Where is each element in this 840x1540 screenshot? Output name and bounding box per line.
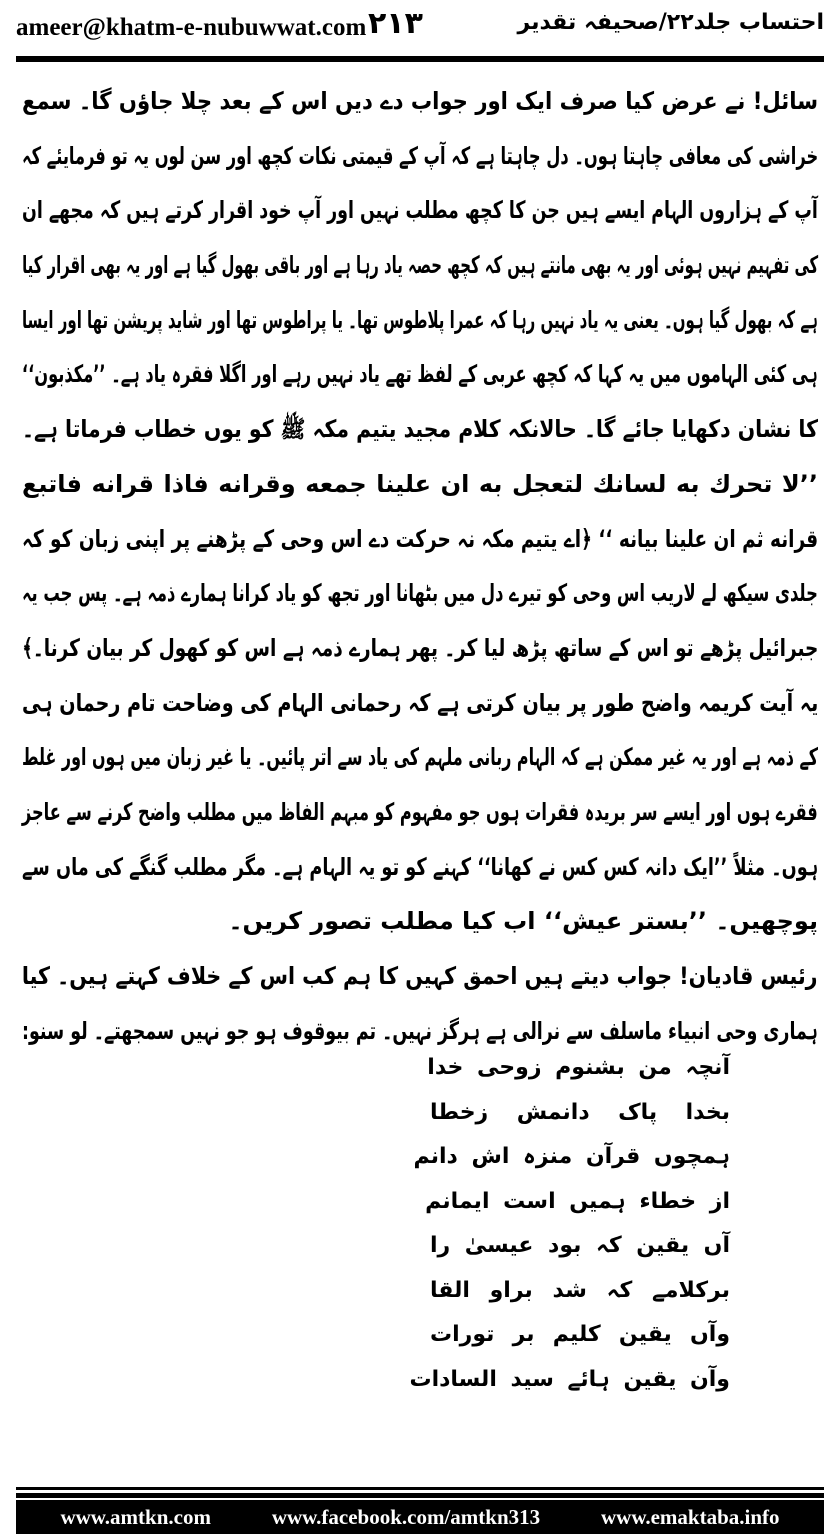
text-line-content: کے ذمہ ہے اور یہ غیر ممکن ہے کہ الہام ربانی ملہم کی یاد سے اتر پائیں۔ یا غیر زبان میں ہوں اور غلط: [21, 743, 818, 772]
header-email: ameer@khatm-e-nubuwwat.com: [16, 14, 367, 41]
page-number: ۲۱۳: [368, 6, 423, 41]
text-line-content: خراشی کی معافی چاہتا ہوں۔ دل چاہتا ہے کہ آپ کے قیمتی نکات کچھ اور سن لوں یہ تو فرمایئے کہ: [21, 141, 818, 170]
text-line-content: جبرائیل پڑھے تو اس کے ساتھ پڑھ لیا کر۔ پھر ہمارے ذمہ ہے اس کو کھول کر بیان کرنا۔﴾: [21, 633, 818, 662]
text-line-content: قرانه ثم ان علینا بیانه ‘‘ ﴿اے یتیم مکہ نہ حرکت دے اس وحی کے پڑھنے پر اپنی زبان کو کہ: [21, 524, 818, 553]
text-line: [22, 404, 818, 459]
body-text: [22, 76, 818, 1060]
footer-link-emaktaba[interactable]: www.emaktaba.info: [601, 1504, 780, 1529]
text-line-content: کا نشان دکھایا جائے گا۔ حالانکہ کلام مجید یتیم مکہ ﷺ کو یوں خطاب فرماتا ہے۔: [22, 415, 818, 444]
poem-verse: ہمچوں قرآن منزہ اش دانم: [413, 1144, 730, 1169]
text-line-content: ہی کئی الہاموں میں یہ کہا کہ کچھ عربی کے لفظ تھے یاد نہیں رہے اور اگلا فقرہ یاد ہے۔ ’’مکذبون‘‘: [22, 360, 818, 389]
text-line-content: جلدی سیکھ لے لاریب اس وحی کو تیرے دل میں بٹھانا اور تجھ کو یاد کرانا ہمارے ذمہ ہے۔ پس جب یہ: [22, 579, 818, 608]
text-line-content: سائل! نے عرض کیا صرف ایک اور جواب دے دیں اس کے بعد چلا جاؤں گا۔ سمع: [21, 87, 818, 115]
book-title: احتساب جلد۲۲/صحیفہ تقدیر: [517, 10, 824, 35]
poem-verse: بخدا پاک دانمش زخطا: [430, 1099, 730, 1125]
text-line-content: ہماری وحی انبیاء ماسلف سے نرالی ہے ہرگز نہیں۔ تم بیوقوف ہو جو نہیں سمجھتے۔ لو سنو:: [22, 1016, 818, 1045]
text-line-content: کی تفہیم نہیں ہوئی اور یہ بھی مانتے ہیں کہ کچھ حصہ یاد رہا ہے اور باقی بھول گیا ہے اور یہ بھی اقرار کیا: [21, 251, 818, 280]
text-line: [22, 787, 818, 842]
text-line-content: ہے کہ بھول گیا ہوں۔ یعنی یہ یاد نہیں رہا کہ عمرا پلاطوس تھا۔ یا پراطوس تھا اور شاید پریشن تھا اور ایسا: [22, 305, 818, 334]
text-line: [22, 951, 818, 1006]
poem-verse: برکلامے کہ شد براو القا: [430, 1277, 730, 1303]
footer-divider: [16, 1487, 824, 1490]
footer-link-facebook[interactable]: www.facebook.com/amtkn313: [271, 1504, 541, 1529]
text-line: [22, 732, 818, 787]
poem-verse: وآں یقین کلیم بر تورات: [430, 1322, 730, 1347]
text-line-content: رئیس قادیان! جواب دیتے ہیں احمق کہیں کا ہم کب اس کے خلاف کہتے ہیں۔ کیا: [22, 962, 818, 990]
text-line-content: ہوں۔ مثلاً ’’ایک دانہ کس کس نے کھانا‘‘ کہنے کو تو یہ الہام ہے۔ مگر مطلب گنگے کی ماں سے: [21, 852, 818, 881]
text-line: [22, 896, 818, 951]
footer-divider-thick: [16, 1493, 824, 1498]
text-line: [22, 185, 818, 240]
text-line: [22, 240, 818, 295]
text-line-content: فقرے ہوں اور ایسے سر بریدہ فقرات ہوں جو مفہوم کو مبہم الفاظ میں مطلب واضح کرنے سے عاجز: [22, 797, 818, 826]
text-line: [22, 678, 818, 733]
poem-verse: آں یقین کہ بود عیسیٰ را: [430, 1233, 730, 1258]
text-line-content: ’’لا تحرك به لسانك لتعجل به ان علینا جمعه وقرانه فاذا قرانه فاتبع: [22, 469, 818, 498]
text-line: [22, 623, 818, 678]
header-divider: [16, 56, 824, 62]
poem-verse: از خطاء ہمیں است ایمانم: [425, 1188, 730, 1214]
text-line: [22, 514, 818, 569]
poem-verse: آنچہ من بشنوم زوحی خدا: [427, 1055, 730, 1080]
text-line: [22, 842, 818, 897]
text-line: [22, 459, 818, 514]
footer-link-amtkn[interactable]: www.amtkn.com: [60, 1504, 211, 1529]
text-line-content: یہ آیت کریمہ واضح طور پر بیان کرتی ہے کہ رحمانی الہام کی وضاحت تام رحمان ہی: [21, 688, 818, 717]
poem-verse: وآن یقین ہائے سید السادات: [409, 1366, 730, 1392]
text-line-content: آپ کے ہزاروں الہام ایسے ہیں جن کا کچھ مطلب نہیں اور آپ خود اقرار کرتے ہیں کہ مجھے ان: [22, 196, 818, 225]
footer-links: [16, 1500, 824, 1534]
persian-poem: [409, 1046, 730, 1402]
text-line: [22, 349, 818, 404]
text-line: [22, 131, 818, 186]
text-line: [22, 568, 818, 623]
text-line-content: پوچھیں۔ ’’بستر عیش‘‘ اب کیا مطلب تصور کریں۔: [228, 907, 818, 936]
text-line: [22, 295, 818, 350]
text-line: [22, 76, 818, 131]
